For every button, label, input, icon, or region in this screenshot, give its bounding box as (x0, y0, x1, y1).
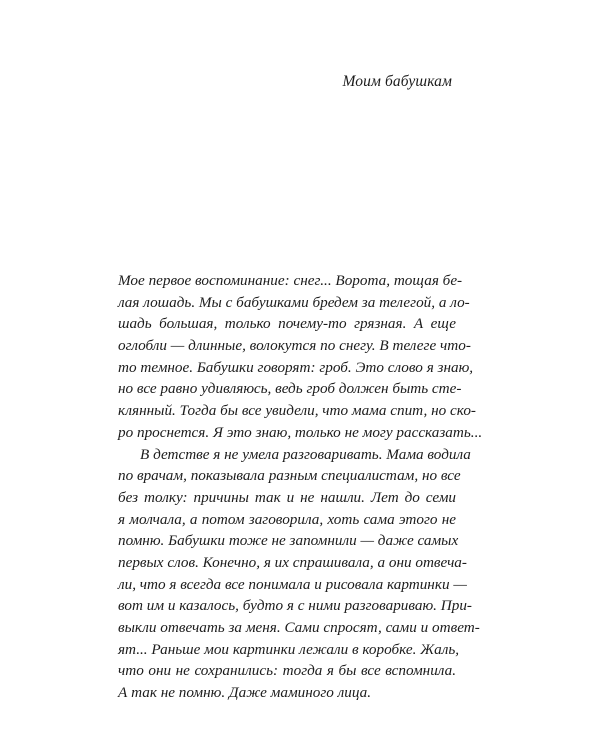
text-line: шадь большая, только почему-то грязная. А еще (118, 315, 456, 333)
text-line: ли, что я всегда все понимала и рисовала картинки — (118, 575, 467, 593)
dedication: Моим бабушкам (342, 73, 452, 90)
text-line: выкли отвечать за меня. Сами спросят, сами и ответ- (118, 619, 480, 636)
text-line: помню. Бабушки тоже не запомнили — даже самых (118, 532, 459, 550)
text-line: ят... Раньше мои картинки лежали в коробке. Жаль, (118, 640, 460, 658)
text-line: я молчала, а потом заговорила, хоть сама этого не (118, 510, 456, 528)
text-line: но все равно удивляюсь, ведь гроб должен быть сте- (118, 380, 462, 398)
paragraph (118, 270, 483, 444)
text-line: первых слов. Конечно, я их спрашивала, а они отвеча- (118, 553, 467, 571)
text-line: В детстве я не умела разговаривать. Мама водила (140, 445, 471, 463)
text-line: лая лошадь. Мы с бабушками бредем за телегой, а ло- (118, 293, 470, 311)
text-line: Мое первое воспоминание: снег... Ворота, тощая бе- (118, 272, 463, 289)
text-line: оглобли — длинные, волокутся по снегу. В телеге что- (118, 337, 471, 355)
text-line: А так не помню. Даже маминого лица. (118, 684, 372, 702)
text-line: вот им и казалось, будто я с ними разговариваю. При- (118, 597, 472, 615)
text-line: то темное. Бабушки говорят: гроб. Это слово я знаю, (118, 358, 474, 376)
text-line: клянный. Тогда бы все увидели, что мама спит, но ско- (118, 402, 476, 420)
paragraph (118, 444, 480, 704)
text-line: без толку: причины так и не нашли. Лет до семи (118, 488, 456, 506)
text-line: по врачам, показывала разным специалистам, но все (118, 467, 461, 485)
body-text (118, 270, 483, 704)
text-line: что они не сохранились: тогда я бы все вспомнила. (118, 662, 456, 680)
text-line: ро проснется. Я это знаю, только не могу рассказать... (118, 423, 483, 441)
